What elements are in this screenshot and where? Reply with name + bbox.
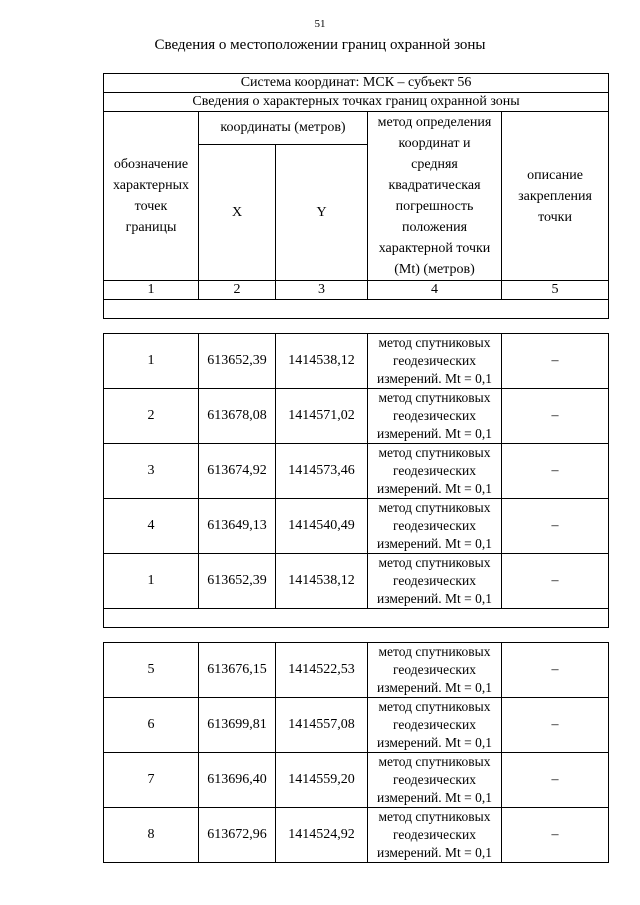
method-line: измерений. Mt = 0,1 xyxy=(376,735,493,750)
method-line: измерений. Mt = 0,1 xyxy=(376,845,493,860)
header-line: положения xyxy=(401,220,468,235)
coordinate-system-row: Система координат: МСК – субъект 56 xyxy=(104,74,609,93)
page-number: 51 xyxy=(314,18,326,30)
method-line: геодезических xyxy=(393,408,476,423)
header-line: закрепления xyxy=(518,188,592,204)
method-line: геодезических xyxy=(393,463,476,478)
header-line: описание xyxy=(527,167,583,183)
method-cell xyxy=(368,389,502,444)
group1-gap xyxy=(104,319,609,334)
method-line: метод спутниковых xyxy=(378,699,491,714)
point-number: 8 xyxy=(104,808,199,863)
method-line: геодезических xyxy=(393,573,476,588)
method-line: метод спутниковых xyxy=(378,644,491,659)
coordinate-x: 613649,13 xyxy=(199,499,276,554)
point-description: – xyxy=(502,643,609,698)
header-line: границы xyxy=(125,220,177,235)
group2-gap xyxy=(104,628,609,643)
column-number: 1 xyxy=(104,281,199,300)
table-row xyxy=(104,444,609,499)
method-cell xyxy=(368,499,502,554)
point-number: 7 xyxy=(104,753,199,808)
coordinate-y: 1414540,49 xyxy=(276,499,368,554)
method-line: метод спутниковых xyxy=(378,555,491,570)
table-row xyxy=(104,808,609,863)
method-line: измерений. Mt = 0,1 xyxy=(376,536,493,551)
header-line: средняя xyxy=(411,157,458,172)
table-row xyxy=(104,753,609,808)
table-row xyxy=(104,698,609,753)
table-row xyxy=(104,499,609,554)
boundary-points-table xyxy=(103,73,609,863)
method-line: измерений. Mt = 0,1 xyxy=(376,790,493,805)
point-description: – xyxy=(502,753,609,808)
coordinate-x: 613652,39 xyxy=(199,334,276,389)
point-number: 5 xyxy=(104,643,199,698)
header-point-designation xyxy=(104,112,199,281)
method-line: геодезических xyxy=(393,353,476,368)
header-line: координат и xyxy=(398,136,471,151)
point-number: 1 xyxy=(104,554,199,609)
coordinate-y: 1414538,12 xyxy=(276,334,368,389)
point-number: 1 xyxy=(104,334,199,389)
coordinate-y: 1414559,20 xyxy=(276,753,368,808)
coordinate-y: 1414571,02 xyxy=(276,389,368,444)
column-number: 5 xyxy=(502,281,609,300)
point-description: – xyxy=(502,444,609,499)
method-line: измерений. Mt = 0,1 xyxy=(376,371,493,386)
method-line: измерений. Mt = 0,1 xyxy=(376,426,493,441)
group2-blank-row xyxy=(104,609,609,628)
header-line: квадратическая xyxy=(388,178,481,193)
method-line: геодезических xyxy=(393,662,476,677)
coordinate-x: 613652,39 xyxy=(199,554,276,609)
method-line: геодезических xyxy=(393,772,476,787)
header-line: точек xyxy=(134,199,168,214)
point-number: 6 xyxy=(104,698,199,753)
point-number: 4 xyxy=(104,499,199,554)
column-number: 3 xyxy=(276,281,368,300)
method-cell xyxy=(368,753,502,808)
coordinate-y: 1414524,92 xyxy=(276,808,368,863)
method-line: метод спутниковых xyxy=(378,809,491,824)
coordinate-x: 613699,81 xyxy=(199,698,276,753)
coordinate-x: 613672,96 xyxy=(199,808,276,863)
header-description xyxy=(502,112,609,281)
coordinate-x: 613674,92 xyxy=(199,444,276,499)
table-subtitle-row: Сведения о характерных точках границ охранной зоны xyxy=(104,93,609,112)
header-line: обозначение xyxy=(113,157,189,172)
method-cell xyxy=(368,643,502,698)
header-x: X xyxy=(199,145,276,281)
coordinate-x: 613676,15 xyxy=(199,643,276,698)
coordinate-y: 1414522,53 xyxy=(276,643,368,698)
coordinate-x: 613696,40 xyxy=(199,753,276,808)
coordinate-y: 1414538,12 xyxy=(276,554,368,609)
point-description: – xyxy=(502,698,609,753)
header-method xyxy=(368,112,502,281)
method-cell xyxy=(368,698,502,753)
method-line: измерений. Mt = 0,1 xyxy=(376,680,493,695)
point-number: 3 xyxy=(104,444,199,499)
coordinate-y: 1414573,46 xyxy=(276,444,368,499)
header-y: Y xyxy=(276,145,368,281)
document-title: Сведения о местоположении границ охранной зоны xyxy=(154,37,486,53)
method-line: измерений. Mt = 0,1 xyxy=(376,481,493,496)
coordinate-x: 613678,08 xyxy=(199,389,276,444)
method-line: геодезических xyxy=(393,827,476,842)
header-coordinates: координаты (метров) xyxy=(199,112,368,145)
point-description: – xyxy=(502,389,609,444)
method-line: метод спутниковых xyxy=(378,500,491,515)
method-cell xyxy=(368,334,502,389)
table-row xyxy=(104,389,609,444)
coordinate-y: 1414557,08 xyxy=(276,698,368,753)
header-line: характерной точки xyxy=(378,241,491,256)
point-number: 2 xyxy=(104,389,199,444)
point-description: – xyxy=(502,334,609,389)
column-number: 4 xyxy=(368,281,502,300)
method-cell xyxy=(368,554,502,609)
point-description: – xyxy=(502,499,609,554)
table-row xyxy=(104,643,609,698)
header-line: точки xyxy=(538,209,572,225)
group1-blank-row xyxy=(104,300,609,319)
header-line: характерных xyxy=(112,178,190,193)
method-line: измерений. Mt = 0,1 xyxy=(376,591,493,606)
point-description: – xyxy=(502,808,609,863)
method-line: геодезических xyxy=(393,518,476,533)
table-row xyxy=(104,554,609,609)
column-number: 2 xyxy=(199,281,276,300)
header-line: (Mt) (метров) xyxy=(394,262,475,277)
header-line: метод определения xyxy=(377,115,492,130)
method-cell xyxy=(368,444,502,499)
method-line: метод спутниковых xyxy=(378,445,491,460)
header-line: погрешность xyxy=(395,199,474,214)
table-row xyxy=(104,334,609,389)
method-line: метод спутниковых xyxy=(378,335,491,350)
method-line: метод спутниковых xyxy=(378,390,491,405)
point-description: – xyxy=(502,554,609,609)
method-cell xyxy=(368,808,502,863)
method-line: геодезических xyxy=(393,717,476,732)
method-line: метод спутниковых xyxy=(378,754,491,769)
